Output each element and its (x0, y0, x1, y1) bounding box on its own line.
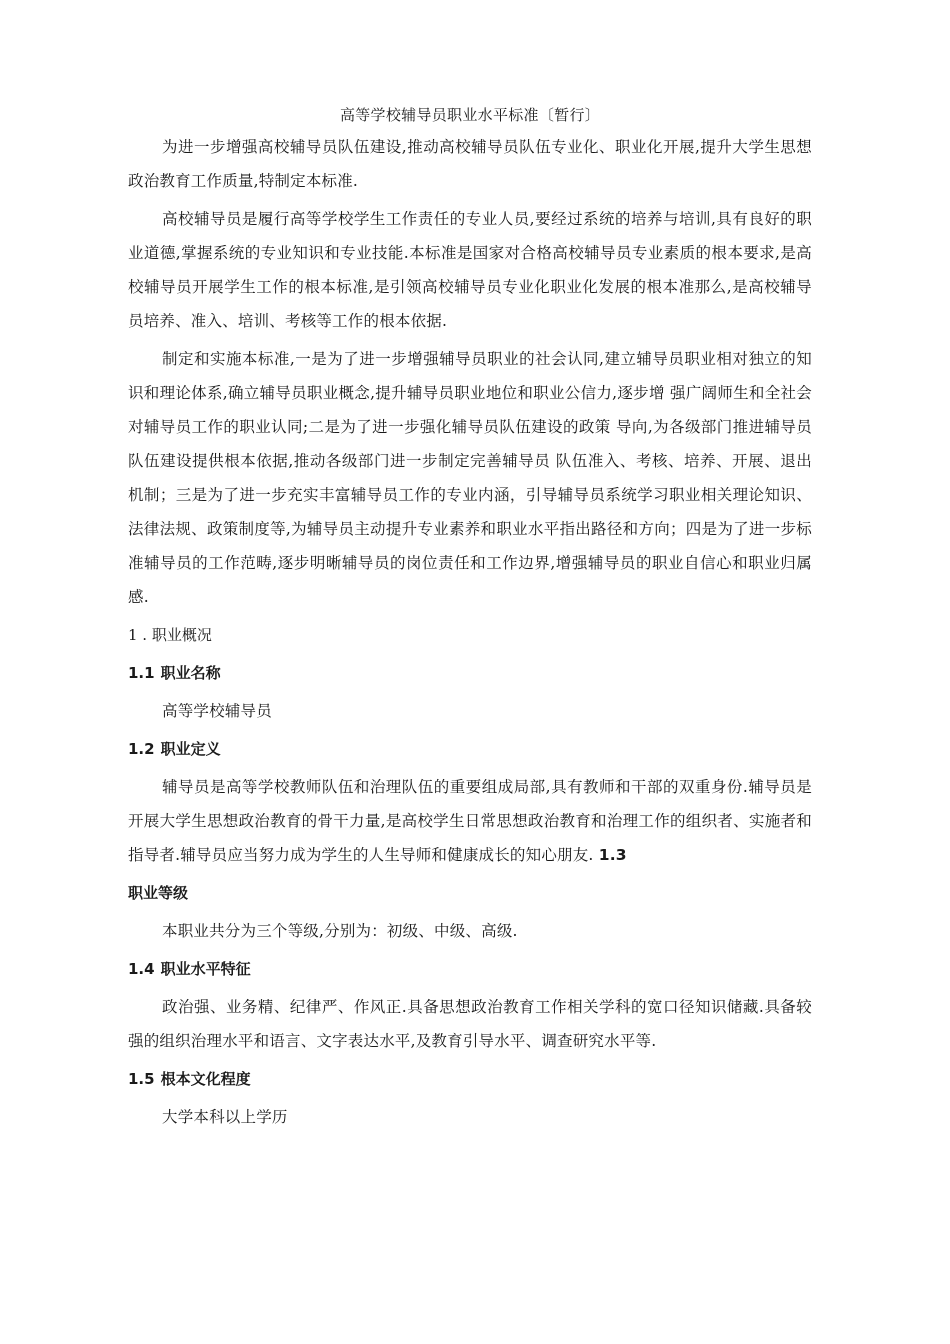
intro-paragraph-3: 制定和实施本标准,一是为了进一步增强辅导员职业的社会认同,建立辅导员职业相对独立的知识和理论体系,确立辅导员职业概念,提升辅导员职业地位和职业公信力,逐步增 强广阔师生和全社会对辅导员工作的职业认同;二是为了进一步强化辅导员队伍建设的政策 导向,为各级部门推进辅导员队伍建设提供根本依据,推动各级部门进一步制定完善辅导员 队伍准入、考核、培养、开展、退出机制；三是为了进一步充实丰富辅导员工作的专业内涵，引导辅导员系统学习职业相关理论知识、法律法规、政策制度等,为辅导员主动提升专业素养和职业水平指出路径和方向；四是为了进一步标准辅导员的工作范畴,逐步明晰辅导员的岗位责任和工作边界,增强辅导员的职业自信心和职业归属感. (128, 350, 812, 606)
section-1-1-title: 职业名称 (160, 664, 221, 682)
section-1-5-heading (128, 1062, 812, 1096)
intro-paragraph-2: 高校辅导员是履行高等学校学生工作责任的专业人员,要经过系统的培养与培训,具有良好的职业道德,掌握系统的专业知识和专业技能.本标准是国家对合格高校辅导员专业素质的根本要求,是高校辅导员开展学生工作的根本标准,是引领高校辅导员专业化职业化发展的根本准那么,是高校辅导员培养、准入、培训、考核等工作的根本依据. (128, 210, 812, 330)
section-1-3-body: 本职业共分为三个等级,分别为：初级、中级、高级. (162, 922, 518, 940)
section-1-4-number: 1.4 (128, 960, 155, 978)
section-1-2-number: 1.2 (128, 740, 155, 758)
section-1-2-body-text: 辅导员是高等学校教师队伍和治理队伍的重要组成局部,具有教师和干部的双重身份.辅导员是开展大学生思想政治教育的骨干力量,是高校学生日常思想政治教育和治理工作的组织者、实施者和指导者.辅导员应当努力成为学生的人生导师和健康成长的知心朋友. (128, 778, 812, 864)
section-1-4-heading (128, 952, 812, 986)
document-title: 高等学校辅导员职业水平标准〔暂行〕 (339, 106, 601, 124)
document-page (128, 96, 812, 1138)
section-1-1-number: 1.1 (128, 664, 155, 682)
section-1-5-body: 大学本科以上学历 (162, 1108, 288, 1126)
section-1-3-heading: 职业等级 (128, 884, 189, 902)
section-1-2-title: 职业定义 (160, 740, 221, 758)
section-1-2-body (128, 770, 812, 872)
section-1-2-heading (128, 732, 812, 766)
intro-paragraph-1: 为进一步增强高校辅导员队伍建设,推动高校辅导员队伍专业化、职业化开展,提升大学生思想政治教育工作质量,特制定本标准. (128, 138, 812, 190)
section-1-heading: 1 . 职业概况 (128, 626, 212, 644)
section-1-3-number: 1.3 (598, 846, 627, 864)
section-1-4-title: 职业水平特征 (160, 960, 251, 978)
section-1-1-body: 高等学校辅导员 (162, 702, 272, 720)
section-1-4-body: 政治强、业务精、纪律严、作风正.具备思想政治教育工作相关学科的宽口径知识储藏.具备较强的组织治理水平和语言、文字表达水平,及教育引导水平、调查研究水平等. (128, 998, 812, 1050)
section-1-5-title: 根本文化程度 (160, 1070, 251, 1088)
section-1-5-number: 1.5 (128, 1070, 155, 1088)
section-1-1-heading (128, 656, 812, 690)
